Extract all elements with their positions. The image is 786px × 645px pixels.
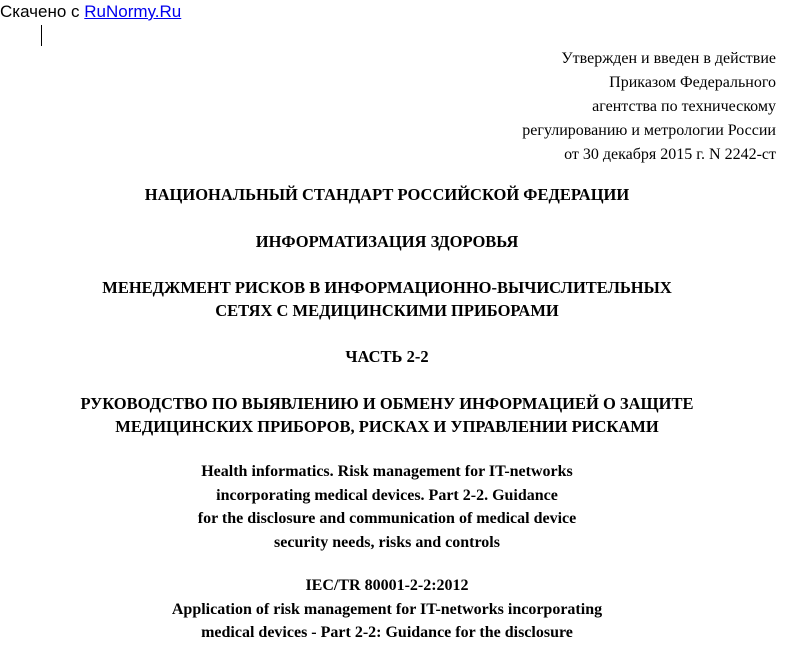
text-cursor	[41, 25, 42, 46]
runormy-link[interactable]: RuNormy.Ru	[84, 2, 182, 21]
approval-line: от 30 декабря 2015 г. N 2242-ст	[564, 146, 776, 163]
iec-title-line: medical devices - Part 2-2: Guidance for the disclosure	[201, 624, 573, 641]
heading-line: НАЦИОНАЛЬНЫЙ СТАНДАРТ РОССИЙСКОЙ ФЕДЕРАЦИИ	[144, 185, 630, 204]
heading-line: РУКОВОДСТВО ПО ВЫЯВЛЕНИЮ И ОБМЕНУ ИНФОРМАЦИЕЙ О ЗАЩИТЕ	[80, 394, 694, 413]
heading-line: ИНФОРМАТИЗАЦИЯ ЗДОРОВЬЯ	[255, 232, 519, 251]
part-heading	[0, 345, 774, 368]
iec-code: IEC/TR 80001-2-2:2012	[305, 577, 469, 594]
heading-line: МЕНЕДЖМЕНТ РИСКОВ В ИНФОРМАЦИОННО-ВЫЧИСЛИТЕЛЬНЫХ	[102, 278, 672, 297]
source-prefix: Скачено с	[0, 2, 85, 21]
english-title-line: Health informatics. Risk management for IT-networks	[201, 463, 573, 480]
informatization-heading	[0, 230, 774, 253]
risk-management-heading	[0, 276, 774, 322]
english-title-line: for the disclosure and communication of medical device	[197, 510, 577, 527]
iec-title-line: Application of risk management for IT-networks incorporating	[171, 600, 603, 618]
approval-line: регулированию и метрологии России	[522, 122, 776, 139]
english-title-line: incorporating medical devices. Part 2-2. Guidance	[216, 486, 558, 504]
heading-line: СЕТЯХ С МЕДИЦИНСКИМИ ПРИБОРАМИ	[215, 301, 559, 320]
source-line	[0, 2, 181, 22]
national-standard-heading	[0, 183, 774, 206]
guidance-heading	[0, 392, 774, 438]
heading-line: ЧАСТЬ 2-2	[345, 347, 429, 366]
approval-block	[522, 47, 776, 167]
approval-line: агентства по техническому	[592, 98, 776, 115]
english-title	[0, 460, 774, 554]
approval-line: Утвержден и введен в действие	[561, 50, 776, 67]
english-title-line: security needs, risks and controls	[274, 533, 500, 551]
heading-line: МЕДИЦИНСКИХ ПРИБОРОВ, РИСКАХ И УПРАВЛЕНИИ РИСКАМИ	[115, 417, 659, 436]
iec-block	[0, 574, 774, 645]
approval-line: Приказом Федерального	[609, 74, 776, 91]
